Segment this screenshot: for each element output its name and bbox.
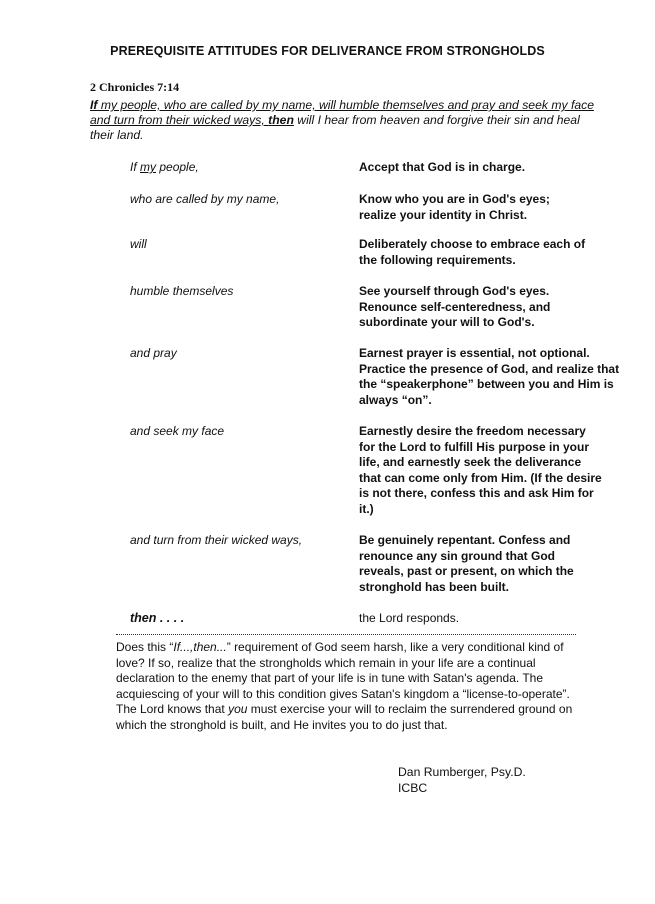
then-phrase: then . . . . bbox=[130, 611, 185, 625]
scripture-verse bbox=[90, 98, 595, 143]
closing-emphasis: If...,then... bbox=[173, 640, 227, 654]
verse-then-word: then bbox=[268, 113, 294, 127]
attitude-meaning: Deliberately choose to embrace each of the following requirements. bbox=[359, 237, 586, 267]
verse-phrase bbox=[130, 160, 350, 174]
verse-phrase: who are called by my name, bbox=[130, 192, 280, 206]
then-meaning: the Lord responds. bbox=[359, 611, 460, 625]
verse-if-word: If bbox=[90, 98, 98, 112]
attitude-meaning: See yourself through God's eyes. Renounce self-centeredness, and subordinate your will to God's. bbox=[359, 284, 551, 329]
scripture-reference: 2 Chronicles 7:14 bbox=[90, 80, 180, 94]
verse-phrase: and turn from their wicked ways, bbox=[130, 533, 303, 547]
attitude-meaning: Earnestly desire the freedom necessary for the Lord to fulfill His purpose in your life, and earnestly seek the deliverance that can come only from Him. (If the desire is not there, confess this and ask Him for it.) bbox=[359, 424, 602, 516]
attitude-meaning: Be genuinely repentant. Confess and renounce any sin ground that God reveals, past or present, on which the stronghold has been built. bbox=[359, 533, 574, 594]
attitude-meaning: Know who you are in God's eyes; realize your identity in Christ. bbox=[359, 192, 550, 222]
verse-phrase: humble themselves bbox=[130, 284, 234, 298]
attitude-meaning: Accept that God is in charge. bbox=[359, 160, 526, 174]
dotted-divider bbox=[116, 634, 576, 635]
closing-text: ” requirement of God seem harsh, like a very conditional kind of love? If so, realize that the strongholds which remain in your life are a continual declaration to the enemy that part of your life is in tune with Satan's agenda. The acquiescing of your will to this condition gives Satan's kingdom a “license-to-operate”. The Lord knows that bbox=[116, 640, 570, 716]
verse-phrase: and seek my face bbox=[130, 424, 225, 438]
closing-paragraph bbox=[116, 640, 586, 733]
closing-text: Does this “ bbox=[116, 640, 174, 654]
page-title: PREREQUISITE ATTITUDES FOR DELIVERANCE FROM STRONGHOLDS bbox=[110, 44, 545, 58]
author-org: ICBC bbox=[398, 781, 428, 795]
verse-phrase: and pray bbox=[130, 346, 177, 360]
phrase-emphasis: my bbox=[140, 160, 157, 174]
closing-emphasis: you bbox=[228, 702, 248, 716]
signature-block bbox=[398, 764, 526, 796]
phrase-text: people, bbox=[156, 160, 199, 174]
verse-part-2: will I hear from heaven and forgive their sin and heal their land. bbox=[90, 113, 580, 142]
author-name: Dan Rumberger, Psy.D. bbox=[398, 765, 526, 779]
verse-phrase: will bbox=[130, 237, 147, 251]
attitude-meaning: Earnest prayer is essential, not optional. Practice the presence of God, and realize that the “speakerphone” between you and Him is always “on”. bbox=[359, 346, 620, 407]
phrase-text: If bbox=[130, 160, 141, 174]
closing-text: must exercise your will to reclaim the surrendered ground on which the stronghold is built, and He invites you to do just that. bbox=[116, 702, 573, 732]
verse-part-1: my people, who are called by my name, will humble themselves and pray and seek my face and turn from their wicked ways, bbox=[90, 98, 594, 127]
